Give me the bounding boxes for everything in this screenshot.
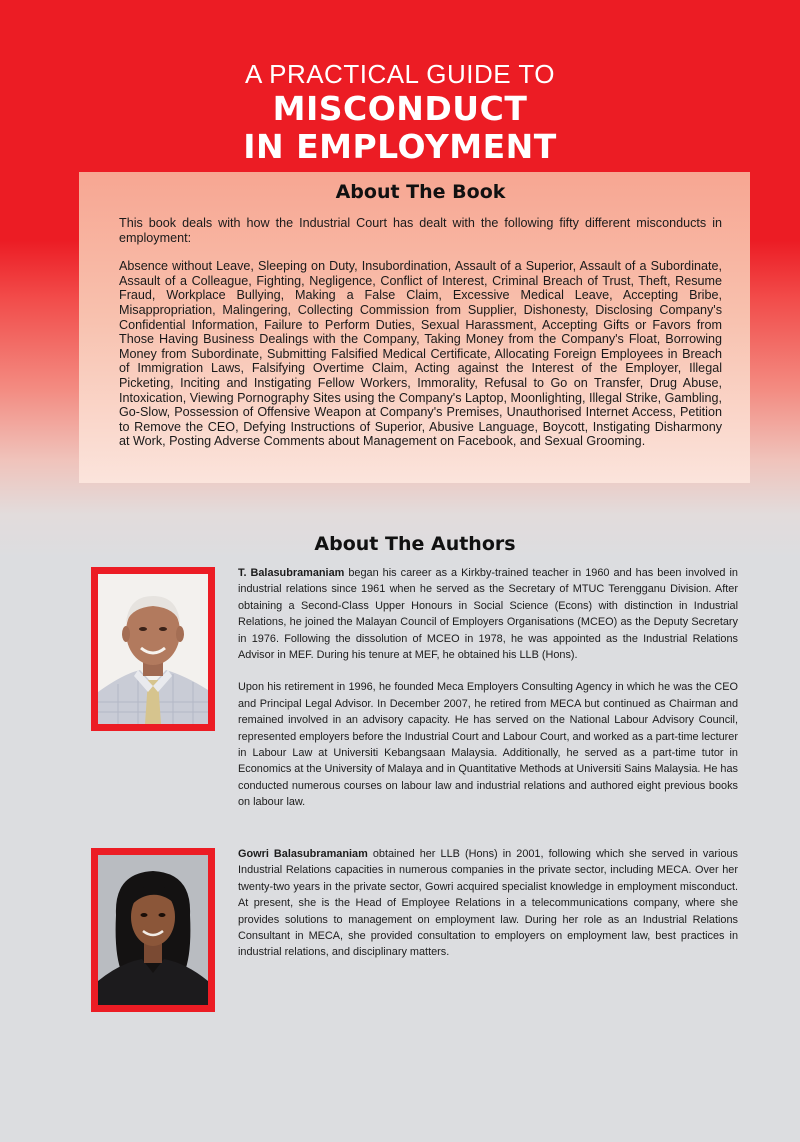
- author-bio-text: obtained her LLB (Hons) in 2001, following which she served in various Industrial Relations capacities in numerous companies in the private sector, including MECA. Over her twenty-two years in the private sector, Gowri acquired specialist knowledge in employment misconduct. At present, she is the Head of Employee Relations in a telecommunications company, where she provides solutions to management on employment law. During her role as an Industrial Relations Consultant in MECA, she provided consultation to employers on employment law, best practices in industrial relations, and disciplinary matters.: [238, 848, 738, 959]
- author-bio-t-balasubramaniam: [238, 565, 738, 811]
- avatar: [98, 574, 208, 724]
- author-photo-gowri-balasubramaniam: [91, 848, 215, 1012]
- author-name: Gowri Balasubramaniam: [238, 848, 368, 860]
- author-photo-t-balasubramaniam: [91, 567, 215, 731]
- portrait-man-icon: [98, 574, 208, 724]
- about-authors-heading: About The Authors: [314, 533, 516, 555]
- misconduct-list: Absence without Leave, Sleeping on Duty, Insubordination, Assault of a Superior, Assault of a Subordinate, Assault of a Colleague, Fighting, Negligence, Conflict of Interest, Criminal Breach of Trust, Theft, Resume Fraud, Workplace Bullying, Making a False Claim, Excessive Medical Leave, Accepting Bribe, Misappropriation, Malingering, Collecting Commission from Supplier, Dishonesty, Disclosing Company's Confidential Information, Failure to Perform Duties, Sexual Harassment, Accepting Gifts or Favors from Those Having Business Dealings with the Company, Taking Money from the Company's Float, Borrowing Money from Subordinate, Submitting Falsified Medical Certificate, Allocating Foreign Employees in Breach of Immigration Laws, Falsifying Overtime Claim, Acting against the Interest of the Employer, Illegal Picketing, Inciting and Instigating Fellow Workers, Immorality, Refusal to Go on Transfer, Drug Abuse, Intoxication, Viewing Pornography Sites using the Company's Laptop, Moonlighting, Illegal Strike, Gambling, Go-Slow, Possession of Offensive Weapon at Company's Premises, Unauthorised Internet Access, Petition to Remove the CEO, Defying Instructions of Superior, Abusive Language, Boycott, Instigating Disharmony at Work, Posting Adverse Comments about Management on Facebook, and Sexual Grooming.: [119, 259, 722, 449]
- about-book-heading: About The Book: [335, 181, 506, 203]
- book-title: [0, 58, 800, 166]
- title-subtitle: A PRACTICAL GUIDE TO: [244, 59, 556, 89]
- author-bio-gowri-balasubramaniam: [238, 846, 738, 961]
- title-main-line1: MISCONDUCT: [272, 89, 528, 128]
- portrait-woman-icon: [98, 855, 208, 1005]
- avatar: [98, 855, 208, 1005]
- title-main-line2: IN EMPLOYMENT: [243, 127, 557, 166]
- author-bio-paragraph: [238, 846, 738, 961]
- about-book-intro: This book deals with how the Industrial Court has dealt with the following fifty different misconducts in employment:: [119, 216, 722, 245]
- author-bio-paragraph: [238, 565, 738, 663]
- author-bio-paragraph: Upon his retirement in 1996, he founded Meca Employers Consulting Agency in which he was the CEO and Principal Legal Advisor. In December 2007, he retired from MECA but continued as Chairman and remained involved in an advisory capacity. He has served on the National Labour Advisory Council, represented employers before the Industrial Court and Labour Court, and worked as a part-time lecturer in Labour Law at Universiti Kebangsaan Malaysia. Additionally, he served as a part-time tutor in Economics at the University of Malaya and in Quantitative Methods at Universiti Sains Malaysia. He has conducted numerous courses on labour law and industrial relations and authored eight previous books on labour law.: [238, 681, 738, 809]
- about-book-panel: [79, 172, 750, 483]
- author-name: T. Balasubramaniam: [238, 567, 345, 579]
- author-bio-text: began his career as a Kirkby-trained teacher in 1960 and has been involved in industrial relations since 1961 when he served as the Secretary of MTUC Terengganu Division. After obtaining a Second-Class Upper Honours in Social Science (Econs) with distinction in Industrial Relations, he joined the Malayan Council of Employers Organisations (MCEO) as the Deputy Secretary in 1976. Following the dissolution of MCEO in 1978, he was appointed as the Industrial Relations Advisor in MEF. During his tenure at MEF, he obtained his LLB (Hons).: [238, 567, 738, 662]
